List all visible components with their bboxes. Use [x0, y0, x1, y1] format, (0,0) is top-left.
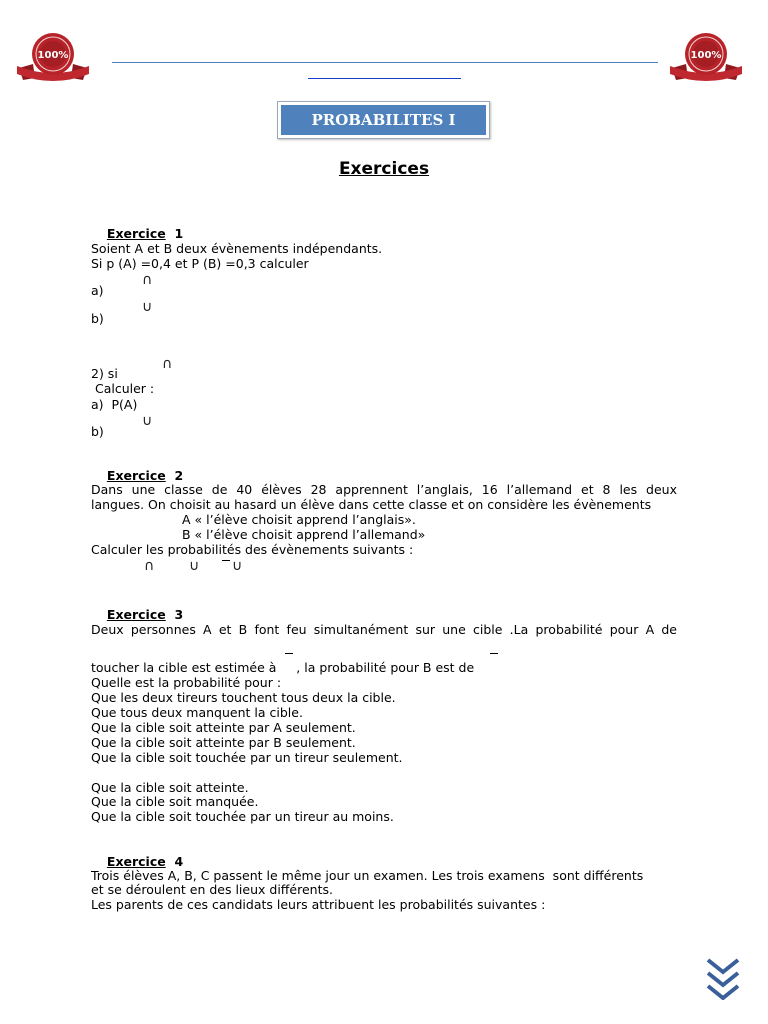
- intersection-symbol: ∩: [142, 272, 153, 288]
- header-link[interactable]: [308, 78, 461, 79]
- exercise-3-line: Que la cible soit manquée.: [91, 794, 259, 809]
- exercise-1-line: a): [91, 283, 104, 298]
- exercise-3-line: Que tous deux manquent la cible.: [91, 705, 303, 720]
- exercise-3-line: Que la cible soit touchée par un tireur au moins.: [91, 809, 394, 824]
- exercise-2-line: langues. On choisit au hasard un élève dans cette classe et on considère les évènements: [91, 497, 652, 512]
- exercise-1-line: Calculer :: [91, 381, 155, 396]
- exercise-1-line: a) P(A): [91, 397, 138, 412]
- intersection-symbol: ∩: [144, 558, 155, 574]
- exercise-3-line: toucher la cible est estimée à , la probabilité pour B est de: [91, 660, 475, 675]
- exercise-4-line: Trois élèves A, B, C passent le même jour un examen. Les trois examens sont différents: [91, 868, 644, 883]
- exercise-1-line: 2) si: [91, 366, 118, 381]
- fraction-bar: [490, 653, 498, 654]
- fraction-bar: [285, 653, 293, 654]
- exercise-4-label: Exercice 4: [106, 854, 184, 869]
- exercise-1-line: Soient A et B deux évènements indépendants.: [91, 241, 383, 256]
- union-symbol: ∪: [142, 413, 153, 429]
- exercise-3-line: Quelle est la probabilité pour :: [91, 675, 282, 690]
- exercise-2-label: Exercice 2: [106, 468, 184, 483]
- union-symbol: ∪: [189, 558, 200, 574]
- exercise-3-line: Que la cible soit atteinte par A seulement.: [91, 720, 356, 735]
- exercise-1-line: Si p (A) =0,4 et P (B) =0,3 calculer: [91, 256, 309, 271]
- exercise-2-paragraph: Dans une classe de 40 élèves 28 apprennent l’anglais, 16 l’allemand et 8 les deux: [91, 482, 677, 497]
- exercise-3-paragraph: Deux personnes A et B font feu simultanément sur une cible .La probabilité pour A de: [91, 622, 677, 637]
- exercise-3-line: Que la cible soit atteinte.: [91, 780, 249, 795]
- intersection-symbol: ∩: [162, 356, 173, 372]
- guarantee-seal-right: [668, 28, 744, 88]
- seal-right-badge: 100%: [690, 50, 722, 61]
- exercise-3-line: Que la cible soit touchée par un tireur seulement.: [91, 750, 403, 765]
- exercise-1-line: b): [91, 424, 104, 439]
- exercise-2-line: Calculer les probabilités des évènements suivants :: [91, 542, 414, 557]
- document-title: PROBABILITES I: [281, 105, 486, 135]
- exercise-1-label: Exercice 1: [106, 226, 184, 241]
- union-symbol: ∪: [232, 558, 243, 574]
- section-heading: Exercices: [338, 159, 430, 179]
- title-frame: [277, 101, 490, 139]
- guarantee-seal-left: [15, 28, 91, 88]
- exercise-4-line: et se déroulent en des lieux différents.: [91, 882, 333, 897]
- union-symbol: ∪: [142, 299, 153, 315]
- exercise-4-line: Les parents de ces candidats leurs attribuent les probabilités suivantes :: [91, 897, 546, 912]
- seal-left-badge: 100%: [37, 50, 69, 61]
- complement-bar: [222, 560, 230, 561]
- exercise-2-line: A « l’élève choisit apprend l’anglais».: [182, 512, 416, 527]
- exercise-3-label: Exercice 3: [106, 607, 184, 622]
- exercise-3-line: Que les deux tireurs touchent tous deux la cible.: [91, 690, 396, 705]
- scroll-down-chevron-icon[interactable]: [706, 956, 740, 1000]
- exercise-3-line: Que la cible soit atteinte par B seulement.: [91, 735, 356, 750]
- exercise-1-line: b): [91, 311, 104, 326]
- header-rule: [112, 62, 658, 63]
- exercise-2-line: B « l’élève choisit apprend l’allemand»: [182, 527, 426, 542]
